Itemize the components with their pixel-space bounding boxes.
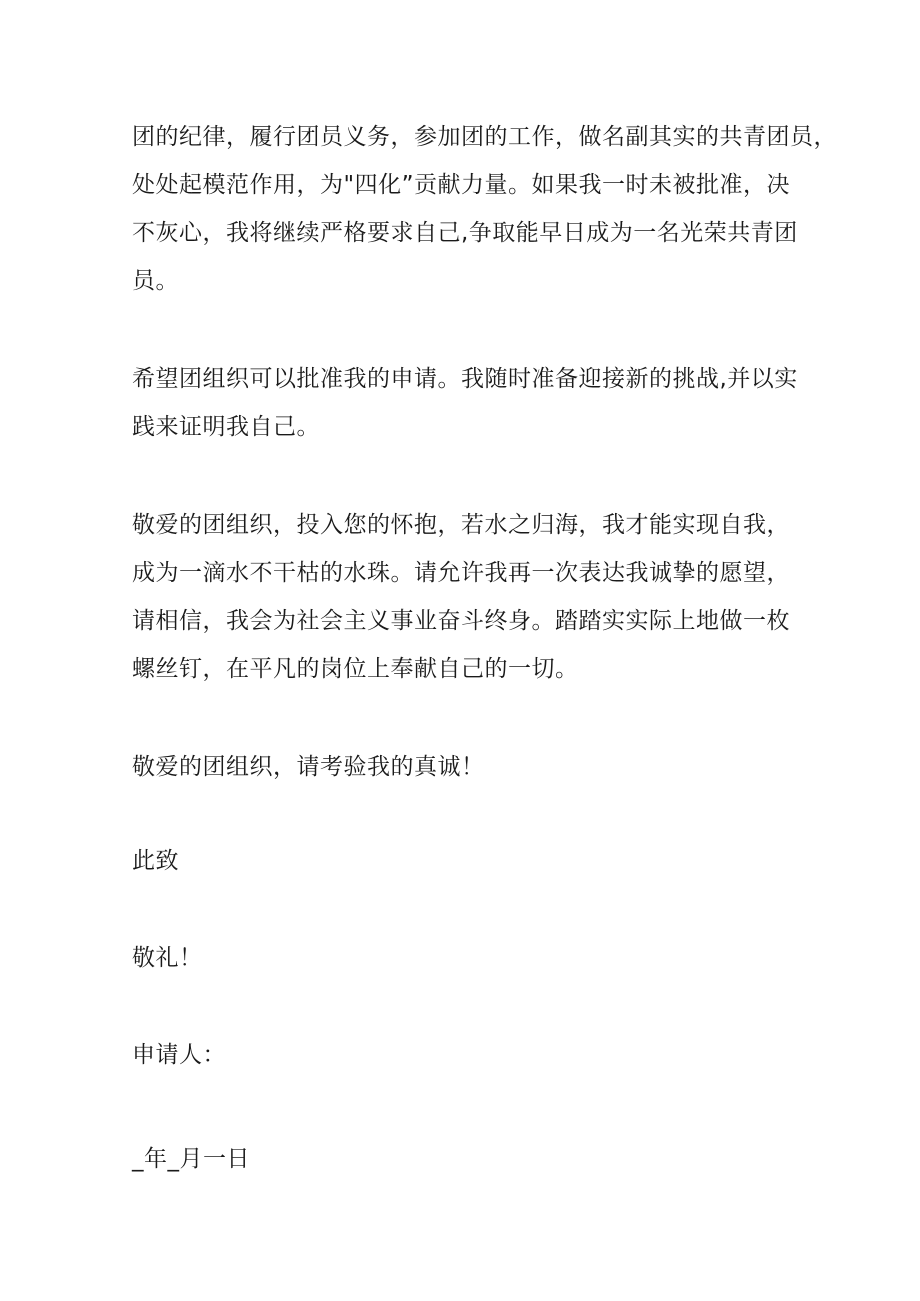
applicant-label: 申请人：: [132, 1042, 226, 1068]
date-line: _年_月一日: [132, 1146, 250, 1172]
paragraph-4: 敬爱的团组织，请考验我的真诚！: [132, 754, 485, 780]
paragraph-3-line-2: 成为一滴水不干枯的水珠。请允许我再一次表达我诚挚的愿望，: [132, 560, 790, 586]
paragraph-3-line-1: 敬爱的团组织，投入您的怀抱，若水之归海，我才能实现自我，: [132, 512, 790, 538]
closing-1: 此致: [132, 848, 179, 874]
paragraph-1-line-1: 团的纪律，履行团员义务，参加团的工作，做名副其实的共青团员，: [132, 124, 837, 150]
paragraph-1-line-3: 不灰心，我将继续严格要求自己,争取能早日成为一名光荣共青团: [132, 220, 798, 246]
closing-2: 敬礼！: [132, 945, 203, 971]
paragraph-1-line-4: 员。: [132, 268, 179, 294]
paragraph-2-line-1: 希望团组织可以批准我的申请。我随时准备迎接新的挑战,并以实: [132, 366, 798, 392]
paragraph-2-line-2: 践来证明我自己。: [132, 414, 320, 440]
paragraph-3-line-3: 请相信，我会为社会主义事业奋斗终身。踏踏实实际上地做一枚: [132, 608, 790, 634]
paragraph-1-line-2: 处处起模范作用，为"四化”贡献力量。如果我一时未被批准，决: [132, 172, 790, 198]
paragraph-3-line-4: 螺丝钉，在平凡的岗位上奉献自己的一切。: [132, 656, 579, 682]
